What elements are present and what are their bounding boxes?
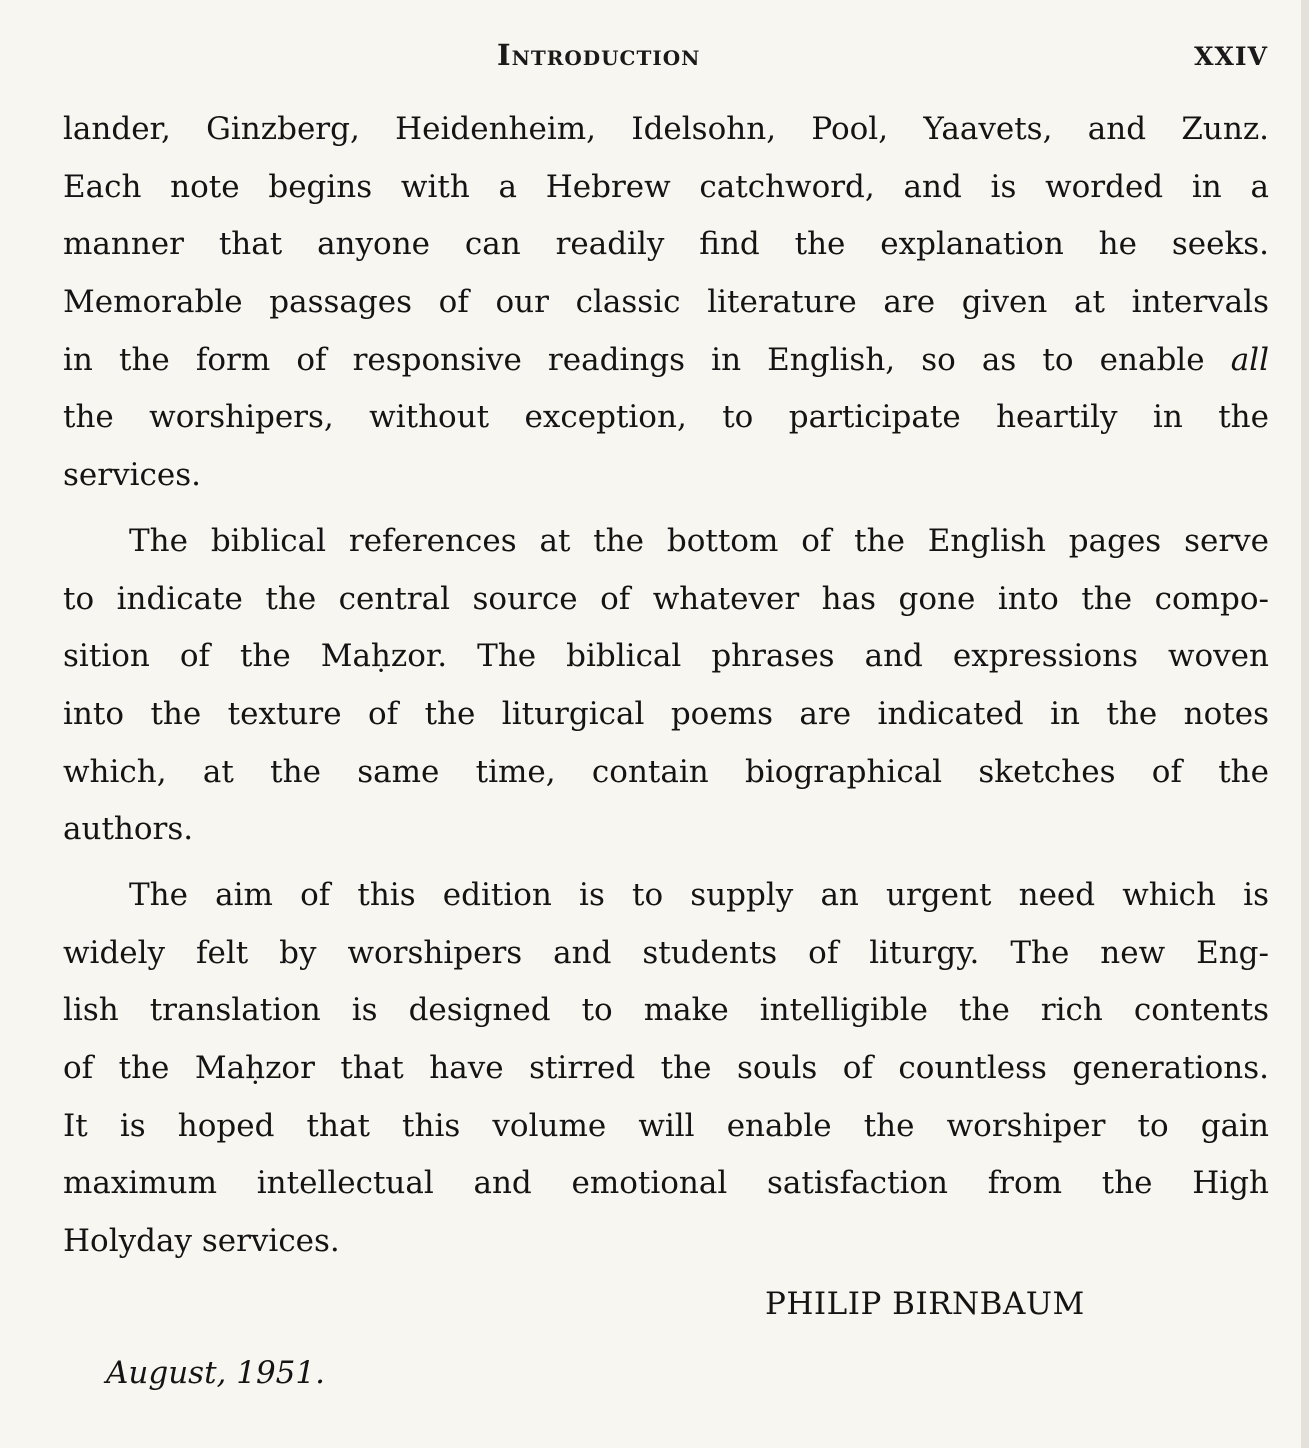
text-line: Holyday services. bbox=[63, 1223, 340, 1260]
text-line: widely felt by worshipers and students of liturgy. The new Eng- bbox=[63, 934, 1269, 971]
text-line: It is hoped that this volume will enable the worshiper to gain bbox=[63, 1107, 1269, 1144]
paragraph-1 bbox=[63, 101, 1269, 505]
dateline: August, 1951. bbox=[106, 1355, 325, 1391]
text-line: Memorable passages of our classic literature are given at intervals bbox=[63, 284, 1269, 321]
text-line: The aim of this edition is to supply an urgent need which is bbox=[129, 876, 1269, 913]
italic-emphasis: all bbox=[1230, 341, 1269, 378]
body-text bbox=[63, 101, 1269, 1271]
text-line: manner that anyone can readily find the explanation he seeks. bbox=[63, 226, 1269, 263]
author-signature: PHILIP BIRNBAUM bbox=[765, 1286, 1085, 1322]
text-line-segment: in the form of responsive readings in English, so as to enable bbox=[63, 341, 1205, 378]
paragraph-3 bbox=[63, 867, 1269, 1271]
text-line: The biblical references at the bottom of the English pages serve bbox=[129, 522, 1269, 559]
running-title: Introduction bbox=[497, 38, 701, 72]
text-line: lander, Ginzberg, Heidenheim, Idelsohn, Pool, Yaavets, and Zunz. bbox=[63, 111, 1269, 147]
text-line: services. bbox=[63, 457, 201, 494]
text-line: into the texture of the liturgical poems are indicated in the notes bbox=[63, 695, 1269, 732]
text-line: Each note begins with a Hebrew catchword, and is worded in a bbox=[63, 168, 1269, 205]
signature-block bbox=[765, 1286, 1085, 1322]
text-line: lish translation is designed to make intelligible the rich contents bbox=[63, 992, 1269, 1029]
text-line: which, at the same time, contain biographical sketches of the bbox=[63, 753, 1269, 790]
text-line: sition of the Maḥzor. The biblical phrases and expressions woven bbox=[63, 638, 1269, 675]
text-line: to indicate the central source of whatever has gone into the compo- bbox=[63, 580, 1269, 617]
text-line: authors. bbox=[63, 811, 194, 848]
text-line-with-italic bbox=[63, 332, 1269, 390]
text-line: of the Maḥzor that have stirred the souls of countless generations. bbox=[63, 1050, 1269, 1086]
paragraph-2 bbox=[63, 513, 1269, 859]
text-line: the worshipers, without exception, to participate heartily in the bbox=[63, 399, 1269, 436]
running-header bbox=[62, 38, 1268, 78]
text-line: maximum intellectual and emotional satisfaction from the High bbox=[63, 1165, 1269, 1202]
page-edge-shadow bbox=[1301, 0, 1309, 1448]
page-number: XXIV bbox=[1194, 42, 1268, 71]
